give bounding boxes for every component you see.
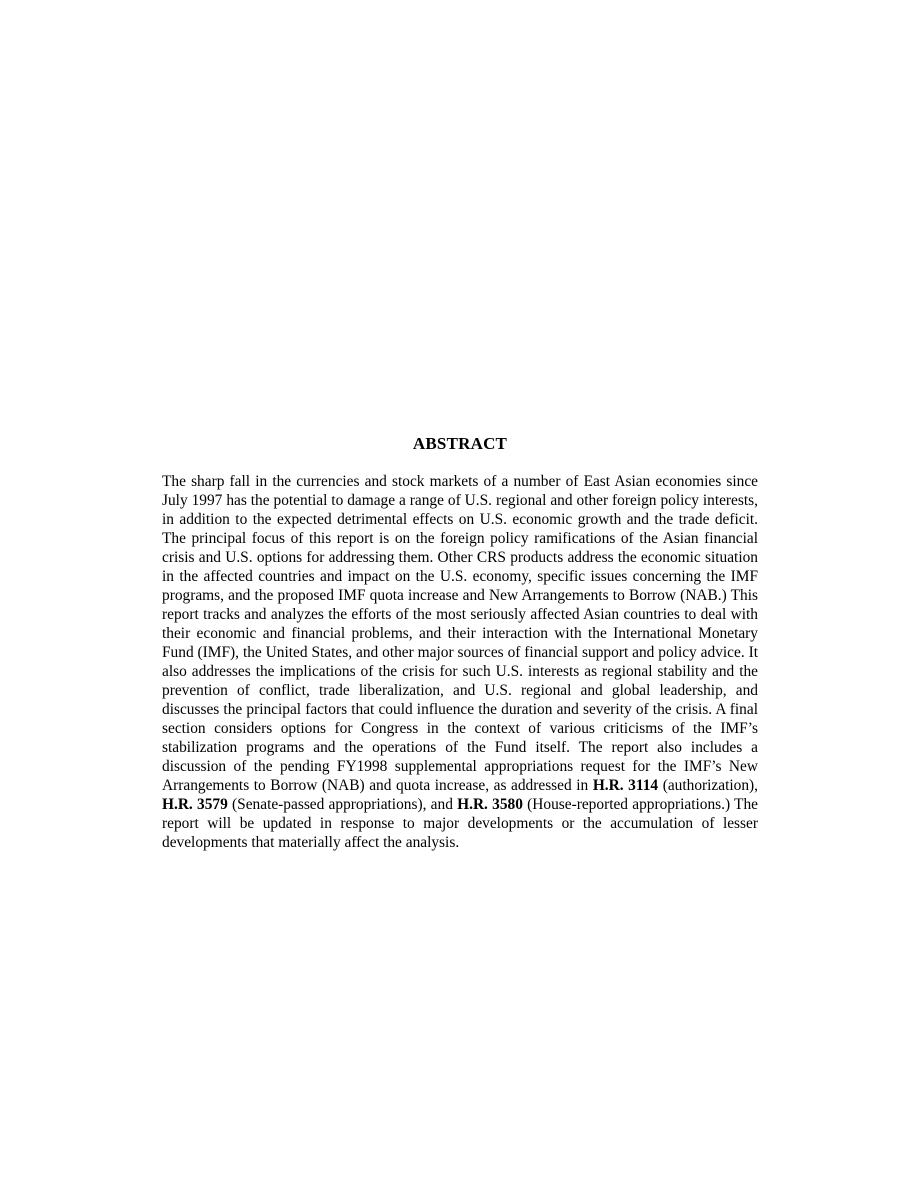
abstract-heading: ABSTRACT <box>412 434 508 453</box>
abstract-paragraph <box>162 472 758 852</box>
abstract-text-intro: The sharp fall in the currencies and stock markets of a number of East Asian economies since July 1997 has the potential to damage a range of U.S. regional and other foreign policy interests, in addition to the expected detrimental effects on U.S. economic growth and the trade deficit. The principal focus of this report is on the foreign policy ramifications of the Asian financial crisis and U.S. options for addressing them. Other CRS products address the economic situation in the affected countries and impact on the U.S. economy, specific issues concerning the IMF programs, and the proposed IMF quota increase and New Arrangements to Borrow (NAB.) This report tracks and analyzes the efforts of the most seriously affected Asian countries to deal with their economic and financial problems, and their interaction with the International Monetary Fund (IMF), the United States, and other major sources of financial support and policy advice. It also addresses the implications of the crisis for such U.S. interests as regional stability and the prevention of conflict, trade liberalization, and U.S. regional and global leadership, and discusses the principal factors that could influence the duration and severity of the crisis. A final section considers options for Congress in the context of various criticisms of the IMF’s stabilization programs and the operations of the Fund itself. The report also includes a discussion of the pending FY1998 supplemental appropriations request for the IMF’s New Arrangements to Borrow (NAB) and quota increase, as addressed in <box>162 473 758 794</box>
abstract-text-authorization: (authorization), <box>658 777 758 794</box>
bill-reference-hr3580: H.R. 3580 <box>457 796 523 813</box>
bill-reference-hr3579: H.R. 3579 <box>162 796 228 813</box>
abstract-text-senate: (Senate-passed appropriations), and <box>227 796 458 813</box>
bill-reference-hr3114: H.R. 3114 <box>592 777 659 794</box>
abstract-text-closing: (House-reported appropriations.) The report will be updated in response to major developments or the accumulation of lesser developments that materially affect the analysis. <box>162 796 758 851</box>
